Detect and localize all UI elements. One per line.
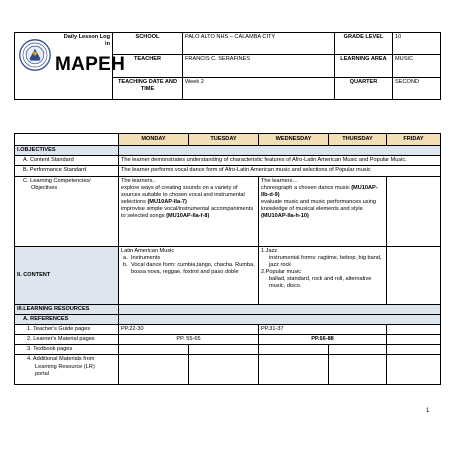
content-left-item-a (121, 255, 256, 262)
comp-left-code-1: (MU10AP-IIa-7) (147, 199, 187, 206)
content-left-item-b (121, 262, 256, 276)
comp-right-text-2: evaluate music and music performances using knowledge of musical elements and style. (261, 199, 377, 213)
content-right-jazz: 1.Jazz (261, 247, 278, 254)
references-label: A. REFERENCES (15, 314, 119, 324)
additional-materials-line2: Learning Resource (LR) (35, 363, 95, 370)
textbook-wed (259, 345, 329, 355)
comp-left-code-2: (MU10AP-IIa-f-8) (166, 213, 210, 220)
textbook-tue (189, 345, 259, 355)
page-number: 1 (426, 408, 430, 414)
competencies-label-line1: C. Learning Competencies/ (23, 177, 91, 184)
competencies-fri (387, 176, 441, 246)
subject-title: MAPEH (55, 54, 126, 75)
textbook-fri (387, 345, 441, 355)
content-label: II. CONTENT (15, 246, 119, 304)
learners-material-left: PP. 55-65 (119, 335, 259, 345)
content-left-text-b: Vocal dance form: cumbia,tango, chacha. Rumba, bossa nova, reggae, foxtrot and paso doble (131, 261, 255, 276)
competencies-label (15, 176, 119, 246)
teacher-value: FRANCIS C. SERAFINES (183, 55, 335, 77)
comp-left-intro: The learners.. (121, 177, 156, 184)
competencies-wed-thu (259, 176, 387, 246)
teachers-guide-left: PP.22-30 (119, 324, 259, 334)
comp-right-objective-1 (261, 185, 384, 199)
content-standard-label: A. Content Standard (15, 156, 119, 166)
teacher-label: TEACHER (113, 55, 183, 77)
content-mon-tue (119, 246, 259, 304)
doc-title-line1: Daily Lesson Log (63, 34, 110, 40)
comp-right-intro: The learners… (261, 177, 298, 184)
performance-standard-label: B. Performance Standard (15, 166, 119, 176)
additional-thu (329, 355, 387, 385)
quarter-label: QUARTER (335, 77, 393, 99)
content-right-popular-detail: ballad, standard, rock and roll, alternative music, disco. (269, 276, 372, 290)
comp-right-code-1: (MU10AP-IIb-d-9) (261, 184, 378, 198)
day-wednesday: WEDNESDAY (259, 134, 329, 146)
learners-material-fri (387, 335, 441, 345)
additional-materials-line3: portal (35, 370, 49, 377)
content-standard-row (15, 156, 441, 166)
comp-right-code-2: (MU10AP-IIa-h-10) (261, 213, 309, 220)
content-left-marker-b: b. (123, 261, 128, 268)
quarter-value: SECOND (393, 77, 441, 99)
additional-fri (387, 355, 441, 385)
area-value: MUSIC (393, 55, 441, 77)
content-right-jazz-detail: instrumental forms: ragtime, bebop, big band, jazz rock (269, 254, 382, 268)
textbook-label: 3. Textbook pages (15, 345, 119, 355)
references-blank (119, 314, 441, 324)
teachers-guide-label: 1. Teacher's Guide pages (15, 324, 119, 334)
references-row (15, 314, 441, 324)
content-right-popular: 2.Popular music (261, 269, 302, 276)
objectives-label: I.OBJECTIVES (15, 146, 119, 156)
comp-left-text-1: explore ways of creating sounds on a variety of sources suitable to chosen vocal and instrumental selections (121, 184, 245, 206)
school-label: SCHOOL (113, 33, 183, 55)
additional-tue (189, 355, 259, 385)
teachers-guide-right: PP.31-37 (259, 324, 387, 334)
comp-right-objective-2 (261, 199, 384, 220)
learners-material-right: PP.66-88 (259, 335, 387, 345)
date-label: TEACHING DATE AND TIME (113, 77, 183, 99)
learners-material-row (15, 335, 441, 345)
resources-label: III.LEARNING RESOURCES (15, 304, 119, 314)
competencies-row (15, 176, 441, 246)
header-table (14, 32, 441, 100)
content-left-marker-a: a. (123, 254, 128, 261)
objectives-blank (119, 146, 441, 156)
additional-wed (259, 355, 329, 385)
resources-row (15, 304, 441, 314)
additional-materials-label (15, 355, 119, 385)
comp-right-text-1: choreograph a chosen dance music (261, 184, 350, 191)
additional-mon (119, 355, 189, 385)
additional-materials-row (15, 355, 441, 385)
doc-title-line2: in (105, 41, 110, 48)
area-label: LEARNING AREA (335, 55, 393, 77)
day-thursday: THURSDAY (329, 134, 387, 146)
additional-materials-line1: 4. Additional Materials from (27, 356, 95, 363)
content-wed-thu (259, 246, 387, 304)
grade-value: 10 (393, 33, 441, 55)
performance-standard-value: The learner performs vocal dance form of Afro-Latin American music and selections of Popular music (119, 166, 441, 176)
teachers-guide-row (15, 324, 441, 334)
content-row (15, 246, 441, 304)
comp-left-text-2: improvise simple vocal/instrumental accompaniments to selected songs (121, 206, 254, 220)
doc-title (64, 34, 110, 49)
content-left-text-a: Instruments (131, 254, 161, 261)
grade-label: GRADE LEVEL (335, 33, 393, 55)
content-standard-value: The learner demonstrates understanding of characteristic features of Afro-Latin American Music and Popular Music. (119, 156, 441, 166)
date-value: Week 2 (183, 77, 335, 99)
textbook-mon (119, 345, 189, 355)
teachers-guide-fri (387, 324, 441, 334)
deped-seal-icon (19, 39, 51, 71)
textbook-thu (329, 345, 387, 355)
lesson-grid (14, 133, 441, 385)
day-monday: MONDAY (119, 134, 189, 146)
day-header-row (15, 134, 441, 146)
content-left-list (121, 255, 256, 276)
performance-standard-row (15, 166, 441, 176)
day-friday: FRIDAY (387, 134, 441, 146)
competencies-mon-tue (119, 176, 259, 246)
brand-cell (15, 33, 126, 100)
school-value: PALO ALTO NHS – CALAMBA CITY (183, 33, 335, 55)
resources-blank (119, 304, 441, 314)
objectives-row (15, 146, 441, 156)
day-tuesday: TUESDAY (189, 134, 259, 146)
learners-material-label: 2. Learner's Material pages (15, 335, 119, 345)
comp-left-objective-2 (121, 206, 256, 220)
textbook-row (15, 345, 441, 355)
day-header-blank (15, 134, 119, 146)
content-left-title: Latin American Music (121, 247, 175, 254)
content-fri (387, 246, 441, 304)
comp-left-objective-1 (121, 185, 256, 206)
competencies-label-line2: Objectives (31, 184, 58, 191)
